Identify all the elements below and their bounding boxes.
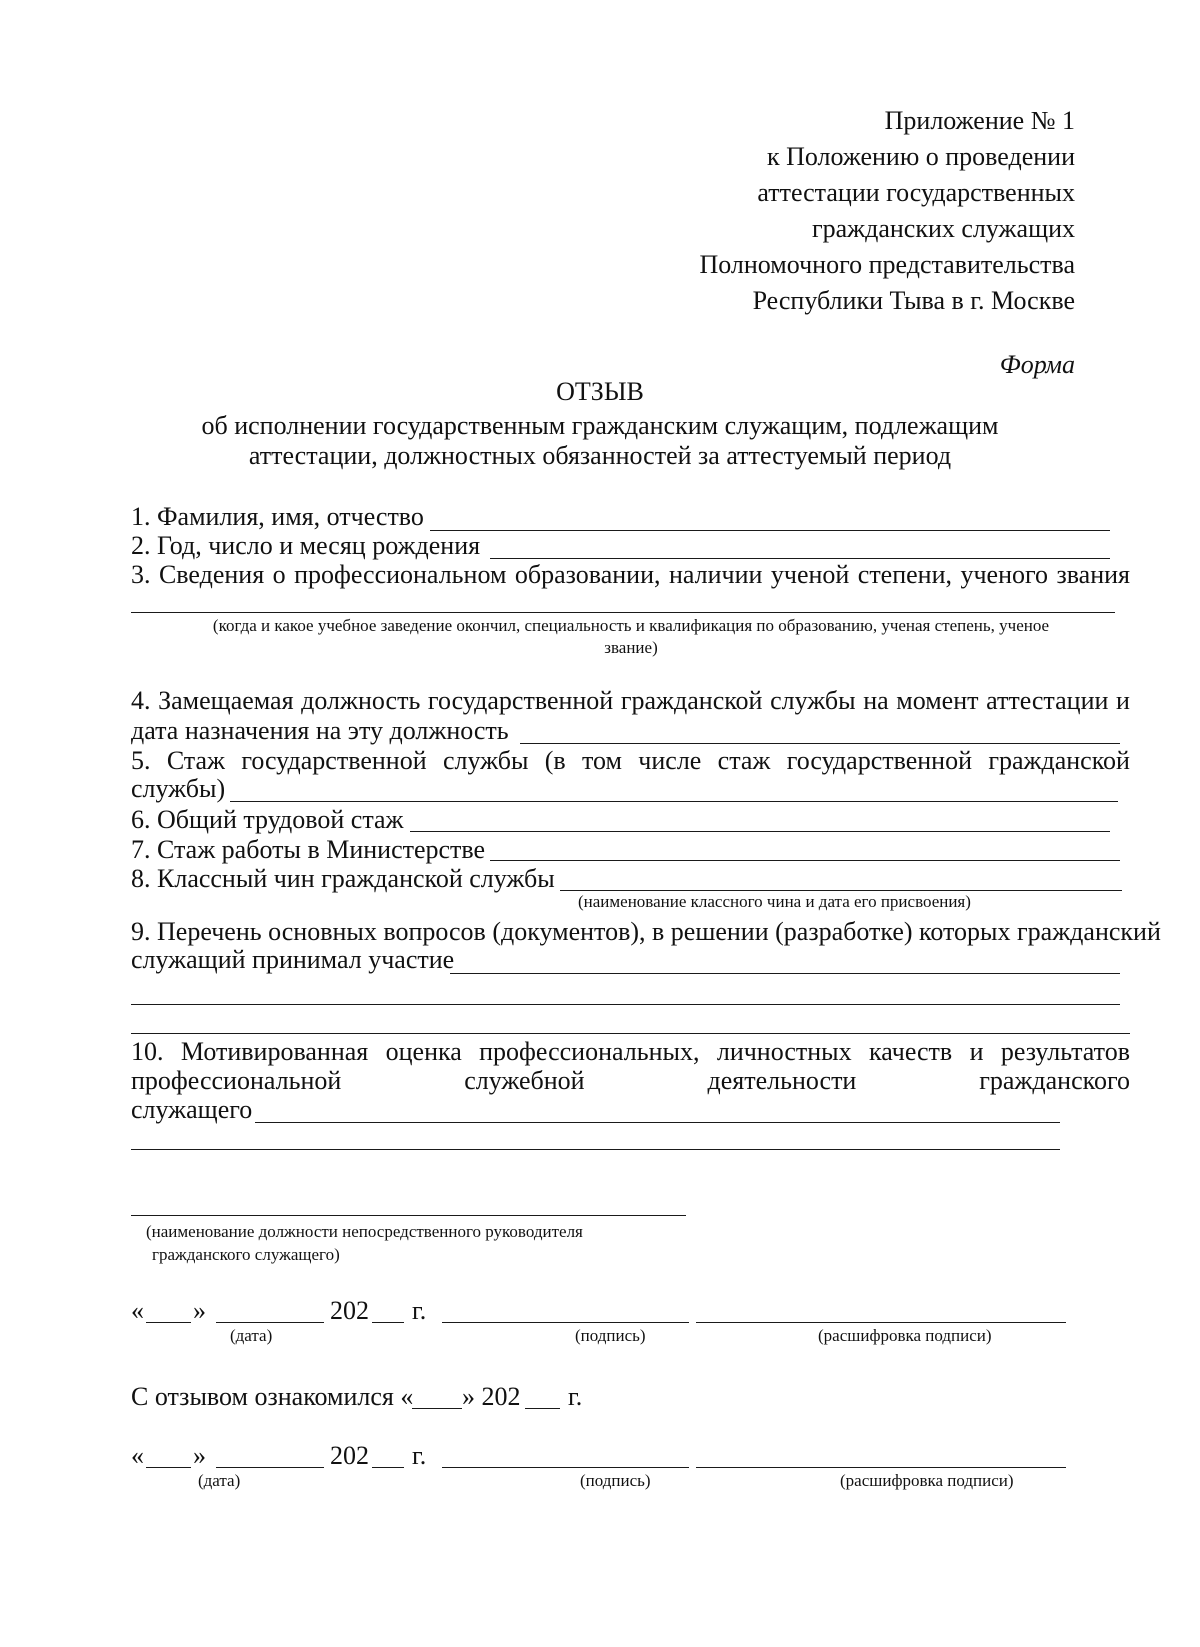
sign2-month-line[interactable] <box>216 1467 324 1468</box>
manager-hint-line-2: гражданского служащего) <box>152 1245 340 1264</box>
field-1-label: 1. Фамилия, имя, отчество <box>131 502 424 531</box>
form-label: Форма <box>999 350 1075 379</box>
appendix-line-5: Полномочного представительства <box>699 250 1075 279</box>
field-8-hint: (наименование классного чина и дата его присвоения) <box>578 892 971 911</box>
field-10-label-line-3: служащего <box>131 1095 253 1124</box>
field-10-label-line-2: профессиональной служебной деятельности гражданского <box>131 1066 1130 1095</box>
sign2-day-line[interactable] <box>146 1467 191 1468</box>
field-5-label-line-2: службы) <box>131 774 226 803</box>
manager-position-line[interactable] <box>131 1215 686 1216</box>
field-10-label-line-1: 10. Мотивированная оценка профессиональных, личностных качеств и результатов <box>131 1037 1130 1066</box>
sign1-date-label: (дата) <box>230 1326 273 1345</box>
document-subtitle-line-2: аттестации, должностных обязанностей за аттестуемый период <box>248 441 952 470</box>
sign1-quote-open: « <box>131 1296 144 1325</box>
manager-hint-line-1: (наименование должности непосредственного руководителя <box>146 1222 583 1241</box>
field-4-line[interactable] <box>520 743 1120 744</box>
field-7-line[interactable] <box>490 860 1120 861</box>
sign2-year-line[interactable] <box>372 1467 404 1468</box>
field-3-hint-line-2: звание) <box>604 638 658 657</box>
appendix-line-6: Республики Тыва в г. Москве <box>752 286 1075 315</box>
sign2-decode-line[interactable] <box>696 1467 1066 1468</box>
field-9-label-line-2: служащий принимал участие <box>131 945 455 974</box>
document-title: ОТЗЫВ <box>556 377 644 406</box>
field-3-line[interactable] <box>131 612 1115 613</box>
sign2-quote-open: « <box>131 1441 144 1470</box>
field-6-label: 6. Общий трудовой стаж <box>131 805 404 834</box>
sign2-signature-line[interactable] <box>442 1467 689 1468</box>
sign1-decode-label: (расшифровка подписи) <box>818 1326 992 1345</box>
field-3-label: 3. Сведения о профессиональном образовании, наличии ученой степени, ученого звания <box>131 560 1130 589</box>
field-5-label-line-1: 5. Стаж государственной службы (в том числе стаж государственной гражданской <box>131 746 1130 775</box>
sign1-year-suffix: г. <box>412 1296 427 1325</box>
appendix-line-2: к Положению о проведении <box>766 142 1075 171</box>
field-3-hint-line-1: (когда и какое учебное заведение окончил, специальность и квалификация по образованию, ученая степень, ученое <box>212 616 1050 635</box>
field-2-line[interactable] <box>490 558 1110 559</box>
appendix-line-1: Приложение № 1 <box>884 106 1075 135</box>
field-1-line[interactable] <box>430 530 1110 531</box>
sign1-signature-line[interactable] <box>442 1322 689 1323</box>
field-10-line-1[interactable] <box>255 1122 1060 1123</box>
acquainted-year-line[interactable] <box>525 1408 560 1409</box>
field-7-label: 7. Стаж работы в Министерстве <box>131 835 486 864</box>
sign2-year-suffix: г. <box>412 1441 427 1470</box>
sign1-decode-line[interactable] <box>696 1322 1066 1323</box>
field-5-line[interactable] <box>230 801 1118 802</box>
field-6-line[interactable] <box>410 831 1110 832</box>
field-9-line-2[interactable] <box>131 1004 1120 1005</box>
sign1-sign-label: (подпись) <box>575 1326 646 1345</box>
acquainted-mid: » 202 <box>462 1382 521 1411</box>
sign1-quote-close: » <box>193 1296 206 1325</box>
appendix-line-3: аттестации государственных <box>757 178 1075 207</box>
sign2-quote-close: » <box>193 1441 206 1470</box>
field-9-label-line-1: 9. Перечень основных вопросов (документов), в решении (разработке) которых гражданский <box>131 917 1161 946</box>
sign2-decode-label: (расшифровка подписи) <box>840 1471 1014 1490</box>
field-9-line-3[interactable] <box>131 1033 1130 1034</box>
field-8-label: 8. Классный чин гражданской службы <box>131 864 555 893</box>
sign1-year-prefix: 202 <box>330 1296 369 1325</box>
sign1-month-line[interactable] <box>216 1322 324 1323</box>
acquainted-end: г. <box>568 1382 583 1411</box>
field-4-label-line-1: 4. Замещаемая должность государственной гражданской службы на момент аттестации и <box>131 686 1130 715</box>
acquainted-day-line[interactable] <box>412 1408 462 1409</box>
field-8-line[interactable] <box>560 890 1122 891</box>
field-4-label-line-2: дата назначения на эту должность <box>131 716 509 745</box>
appendix-line-4: гражданских служащих <box>811 214 1075 243</box>
field-10-line-2[interactable] <box>131 1149 1060 1150</box>
sign1-day-line[interactable] <box>146 1322 191 1323</box>
sign1-year-line[interactable] <box>372 1322 404 1323</box>
sign2-sign-label: (подпись) <box>580 1471 651 1490</box>
document-subtitle-line-1: об исполнении государственным гражданским служащим, подлежащим <box>201 411 999 440</box>
acquainted-text: С отзывом ознакомился « <box>131 1382 414 1411</box>
field-2-label: 2. Год, число и месяц рождения <box>131 531 481 560</box>
sign2-date-label: (дата) <box>198 1471 241 1490</box>
sign2-year-prefix: 202 <box>330 1441 369 1470</box>
field-9-line-1[interactable] <box>450 973 1120 974</box>
